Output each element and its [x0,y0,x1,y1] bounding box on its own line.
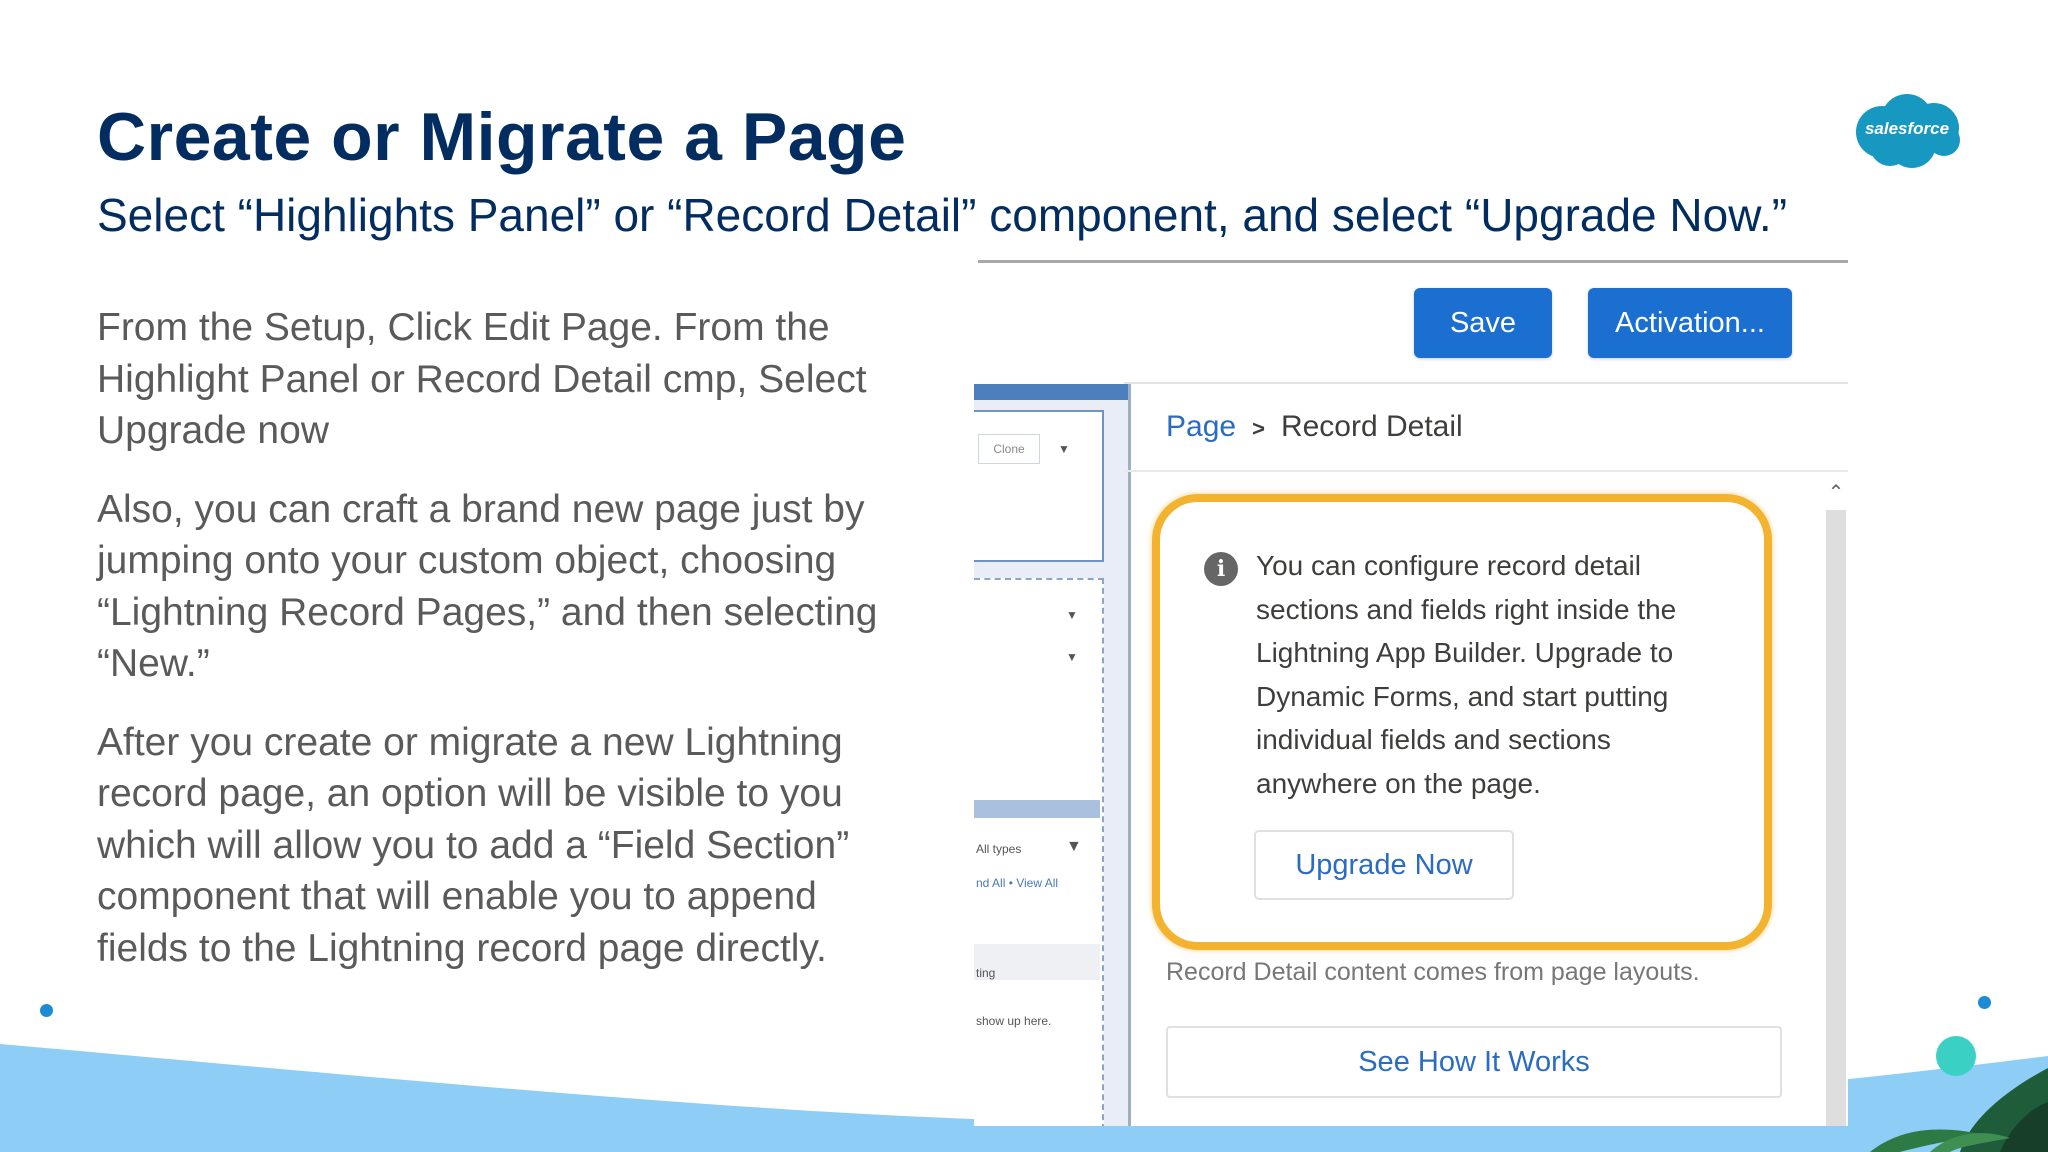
decor-dot-left [40,1004,53,1017]
breadcrumb-separator: > [1252,416,1265,441]
canvas-preview-strip [974,384,1131,1126]
record-detail-note: Record Detail content comes from page layouts. [1166,958,1700,986]
paragraph-setup: From the Setup, Click Edit Page. From the Highlight Panel or Record Detail cmp, Select Upgrade now [97,306,867,452]
body-text [97,302,897,1001]
canvas-text-ting: ting [976,966,996,980]
paragraph-field-section: After you create or migrate a new Lightning record page, an option will be visible to you which will allow you to add a “Field Section” component that will enable you to append fields to the Lightning record page directly. [97,720,850,970]
slide-subtitle: Select “Highlights Panel” or “Record Detail” component, and select “Upgrade Now.” [97,189,1788,241]
canvas-record-detail-component[interactable] [974,578,1104,1126]
activation-button[interactable]: Activation... [1588,288,1792,358]
info-icon: i [1204,552,1238,586]
canvas-highlights-component[interactable] [974,410,1104,562]
chevron-down-icon[interactable]: ▼ [1066,608,1078,622]
screenshot-top-border [978,260,1848,263]
chevron-down-icon[interactable]: ▼ [1066,650,1078,664]
canvas-text-show-up: show up here. [976,1014,1052,1028]
lightning-app-builder-screenshot [974,258,1848,1126]
callout-text: You can configure record detail sections and fields right inside the Lightning App Builder. Upgrade to Dynamic Forms, and start putting individual fields and sections anywhere on the page. [1256,550,1677,799]
canvas-header-bar [974,384,1128,400]
upgrade-callout [1152,494,1772,950]
breadcrumb-divider [1124,470,1848,472]
canvas-section-band [974,800,1100,818]
scroll-up-arrow[interactable]: ⌃ [1827,482,1845,504]
paragraph-new-page: Also, you can craft a brand new page just by jumping onto your custom object, choosing “Lightning Record Pages,” and then selecting “New.” [97,487,878,685]
scrollbar-track[interactable] [1826,510,1846,1126]
filter-icon[interactable]: ▼ [1066,838,1082,855]
decor-dot-right [1978,996,1991,1009]
plant-decoration [1840,1048,2048,1152]
toolbar-divider [1124,382,1848,384]
chevron-down-icon[interactable]: ▼ [1058,442,1070,456]
slide-title: Create or Migrate a Page [97,99,907,175]
upgrade-now-button[interactable]: Upgrade Now [1254,830,1514,900]
all-types-label: All types [976,842,1022,856]
logo-text: salesforce [1864,119,1950,138]
see-how-it-works-button[interactable]: See How It Works [1166,1026,1782,1098]
breadcrumb-current: Record Detail [1280,410,1463,443]
salesforce-logo [1852,92,1962,170]
view-all-links[interactable]: nd All • View All [976,876,1059,890]
save-button[interactable]: Save [1414,288,1552,358]
clone-button[interactable]: Clone [978,434,1040,464]
breadcrumb-page-link[interactable]: Page [1166,410,1237,443]
breadcrumb [1166,410,1463,444]
